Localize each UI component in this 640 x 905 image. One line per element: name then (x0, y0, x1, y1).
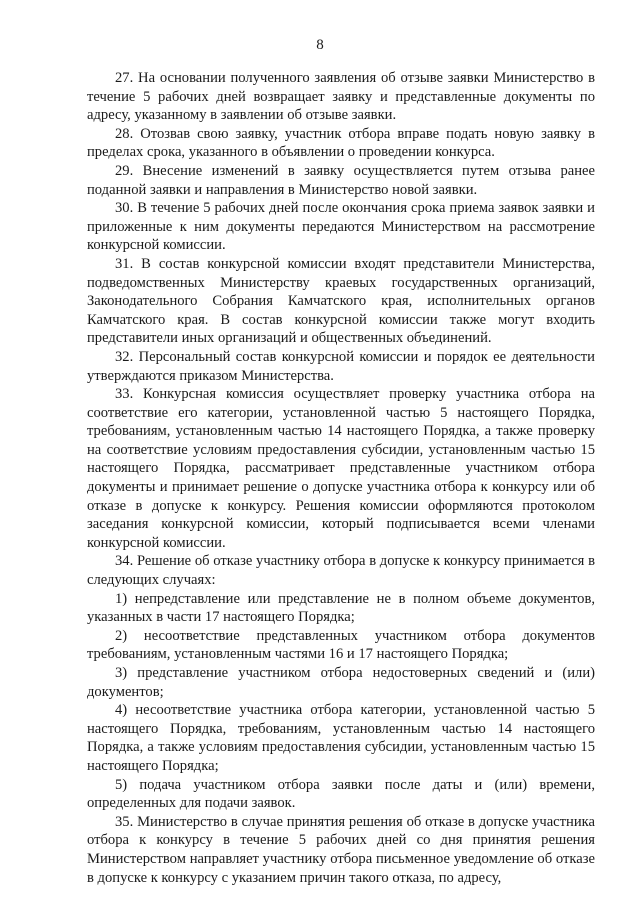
paragraph-29: 29. Внесение изменений в заявку осуществляется путем отзыва ранее поданной заявки и направления в Министерство новой заявки. (87, 162, 595, 198)
list-item-3: 3) представление участником отбора недостоверных сведений и (или) документов; (87, 665, 595, 700)
list-item-5: 5) подача участником отбора заявки после даты и (или) времени, определенных для подачи заявок. (87, 776, 595, 812)
list-item-2: 2) несоответствие представленных участником отбора документов требованиям, установленным частями 16 и 17 настоящего Порядка; (87, 627, 595, 663)
paragraph-33: 33. Конкурсная комиссия осуществляет проверку участника отбора на соответствие его категории, установленной частью 5 настоящего Порядка, требованиям, установленным частью 14 настоящего Порядка, а также проверку на соответствие условиям предоставления субсидии, установленным частью 15 настоящего Порядка, рассматривает представленные участником отбора документы и принимает решение о допуске участника отбора к конкурсу или об отказе в допуске к конкурсу. Решения комиссии оформляются протоколом заседания конкурсной комиссии, который подписывается всеми членами конкурсной комиссии. (87, 386, 595, 551)
paragraph-28: 28. Отозвав свою заявку, участник отбора вправе подать новую заявку в пределах срока, указанного в объявлении о проведении конкурса. (87, 125, 595, 161)
paragraph-32: 32. Персональный состав конкурсной комиссии и порядок ее деятельности утверждаются приказом Министерства. (87, 348, 595, 384)
paragraph-35: 35. Министерство в случае принятия решения об отказе в допуске участника отбора к конкурсу в течение 5 рабочих дней со дня принятия решения Министерством направляет участнику отбора письменное уведомление об отказе в допуске к конкурсу с указанием причин такого отказа, по адресу, (87, 813, 595, 886)
paragraph-27: 27. На основании полученного заявления об отзыве заявки Министерство в течение 5 рабочих дней возвращает заявку и представленные документы по адресу, указанному в заявлении об отзыве заявки. (87, 70, 595, 124)
document-body (87, 69, 595, 887)
paragraph-34: 34. Решение об отказе участнику отбора в допуске к конкурсу принимается в следующих случаях: (87, 553, 595, 589)
paragraph-30: 30. В течение 5 рабочих дней после окончания срока приема заявок заявки и приложенные к ним документы передаются Министерством на рассмотрение конкурсной комиссии. (87, 200, 595, 254)
page-number: 8 (316, 37, 324, 53)
paragraph-31: 31. В состав конкурсной комиссии входят представители Министерства, подведомственных Министерству краевых государственных организаций, Законодательного Собрания Камчатского края, исполнительных органов Камчатского края. В состав конкурсной комиссии также могут входить представители иных организаций и общественных объединений. (87, 255, 595, 347)
list-item-4: 4) несоответствие участника отбора категории, установленной частью 5 настоящего Порядка, требованиям, установленным частью 14 настоящего Порядка, а также условиям предоставления субсидии, установленным частью 15 настоящего Порядка; (87, 702, 595, 774)
list-item-1: 1) непредставление или представление не в полном объеме документов, указанных в части 17 настоящего Порядка; (87, 590, 595, 626)
